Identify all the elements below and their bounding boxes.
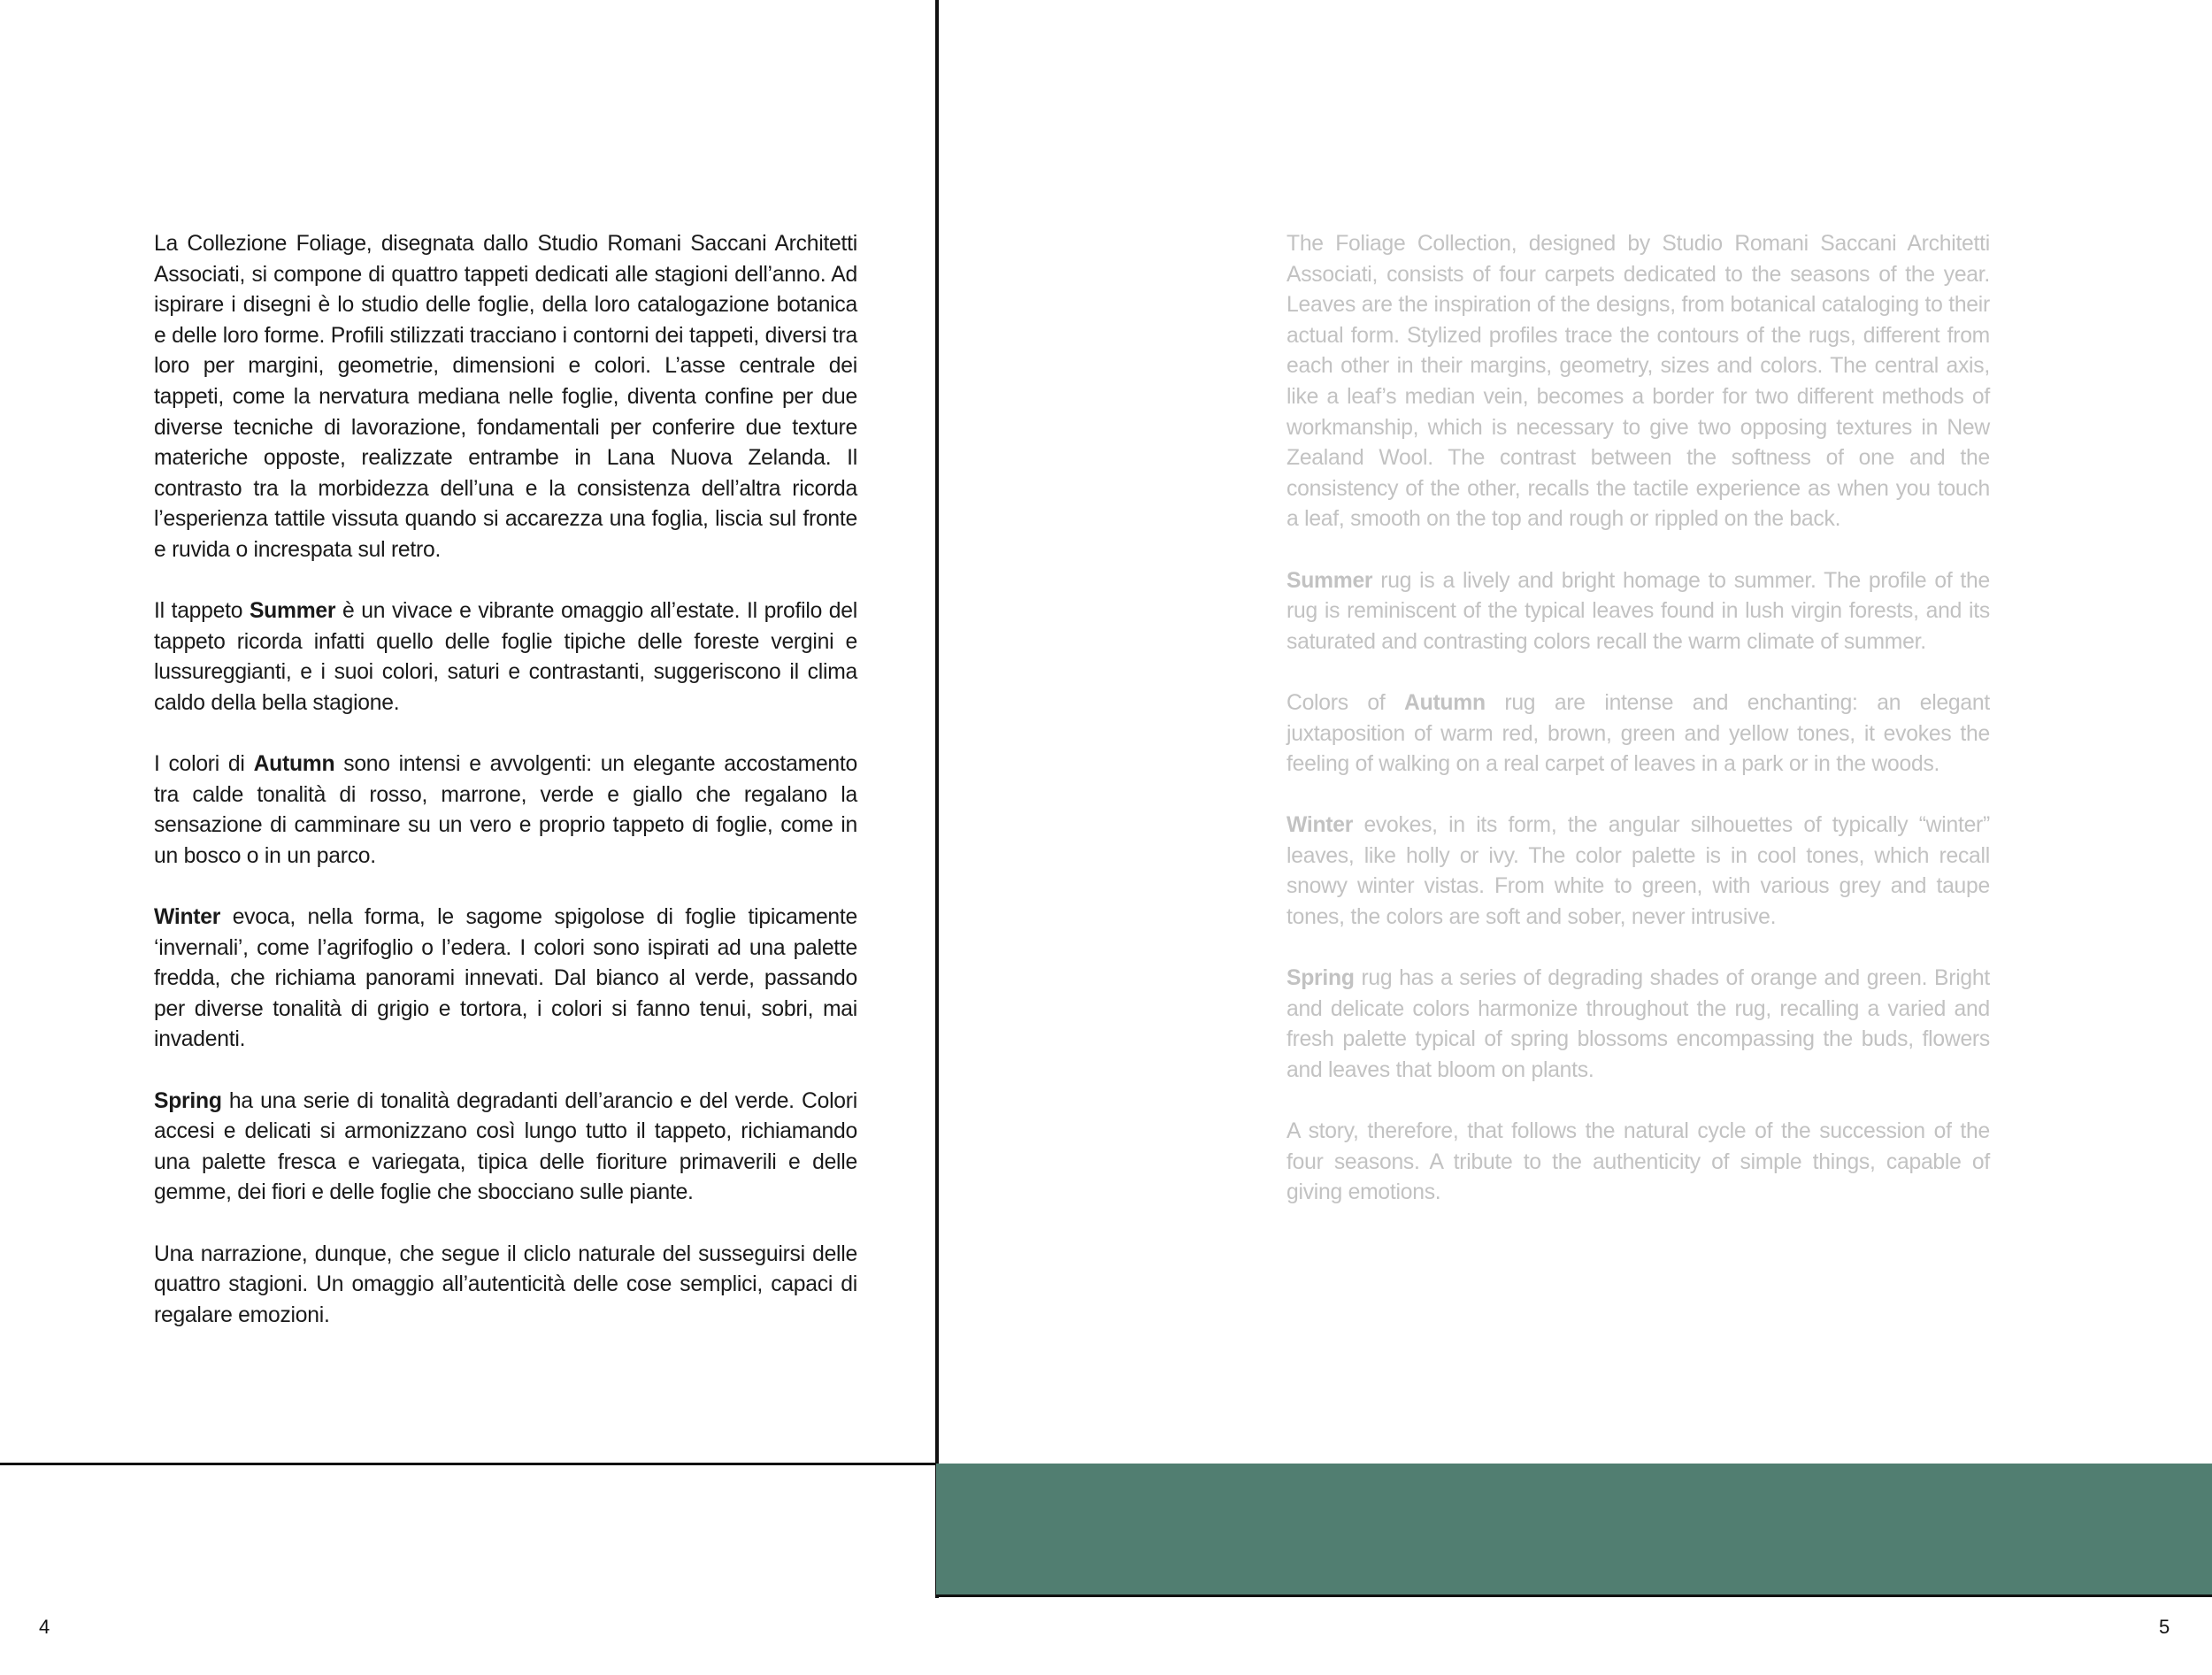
spring-text-en: rug has a series of degrading shades of orange and green. Bright and delicate colors harmonize throughout the rug, recalling a varied and fresh palette typical of spring blossoms encompassing the buds, flowers and leaves that bloom on plants.	[1286, 966, 1990, 1083]
intro-paragraph-en: The Foliage Collection, designed by Studio Romani Saccani Architetti Associati, consists of four carpets dedicated to the seasons of the year. Leaves are the inspiration of the designs, from botanical cataloging to their actual form. Stylized profiles trace the contours of the rugs, different from each other in their margins, geometry, sizes and colors. The central axis, like a leaf’s median vein, becomes a border for two different methods of workmanship, which is necessary to give two opposing textures in New Zealand Wool. The contrast between the softness of one and the consistency of the other, recalls the tactile experience as when you touch a leaf, smooth on the top and rough or rippled on the back.	[1286, 232, 1990, 532]
autumn-paragraph-it	[154, 749, 857, 872]
winter-name-en: Winter	[1286, 813, 1354, 838]
english-text-column	[1286, 229, 1990, 1240]
winter-text-en: evokes, in its form, the angular silhouettes of typically “winter” leaves, like holly or ivy. The color palette is in cool tones, which recall snowy winter vistas. From white to green, with various grey and taupe tones, the colors are soft and sober, never intrusive.	[1286, 813, 1990, 930]
intro-paragraph-it: La Collezione Foliage, disegnata dallo Studio Romani Saccani Architetti Associati, si compone di quattro tappeti dedicati alle stagioni dell’anno. Ad ispirare i disegni è lo studio delle foglie, della loro catalogazione botanica e delle loro forme. Profili stilizzati tracciano i contorni dei tappeti, diversi tra loro per margini, geometrie, dimensioni e colori. L’asse centrale dei tappeti, come la nervatura mediana nelle foglie, diventa confine per due diverse tecniche di lavorazione, fondamentali per conferire due texture materiche opposte, realizzate entrambe in Lana Nuova Zelanda. Il contrasto tra la morbidezza dell’una e la consistenza dell’altra ricorda l’esperienza tattile vissuta quando si accarezza una foglia, liscia sul fronte e ruvida o increspata sul retro.	[154, 232, 857, 562]
spring-name-en: Spring	[1286, 966, 1355, 991]
spring-paragraph-it	[154, 1087, 857, 1209]
winter-name-it: Winter	[154, 905, 221, 930]
autumn-pre-en: Colors of	[1286, 690, 1405, 715]
summer-name-it: Summer	[249, 599, 336, 624]
page-number-right: 5	[2159, 1616, 2170, 1638]
summer-paragraph-it	[154, 596, 857, 718]
spring-paragraph-en	[1286, 964, 1990, 1086]
summer-pre-it: Il tappeto	[154, 599, 250, 624]
page-divider-horizontal	[0, 1463, 938, 1465]
closing-paragraph-en: A story, therefore, that follows the natural cycle of the succession of the four seasons. A tribute to the authenticity of simple things, capable of giving emotions.	[1286, 1119, 1990, 1205]
autumn-name-it: Autumn	[253, 752, 335, 777]
summer-text-en: rug is a lively and bright homage to summer. The profile of the rug is reminiscent of the typical leaves found in lush virgin forests, and its saturated and contrasting colors recall the warm climate of summer.	[1286, 568, 1990, 654]
autumn-text-en: rug are intense and enchanting: an elegant juxtaposition of warm red, brown, green and yellow tones, it evokes the feeling of walking on a real carpet of leaves in a park or in the woods.	[1286, 690, 1990, 777]
spring-text-it: ha una serie di tonalità degradanti dell’arancio e del verde. Colori accesi e delicati si armonizzano così lungo tutto il tappeto, richiamando una palette fresca e variegata, tipica delle fioriture primaverili e delle gemme, dei fiori e delle foglie che sbocciano sulle piante.	[154, 1088, 857, 1205]
winter-text-it: evoca, nella forma, le sagome spigolose di foglie tipicamente ‘invernali’, come l’agrifoglio o l’edera. I colori sono ispirati ad una palette fredda, che richiama panorami innevati. Dal bianco al verde, passando per diverse tonalità di grigio e tortora, i colori si fanno tenui, sobri, mai invadenti.	[154, 905, 857, 1052]
summer-paragraph-en	[1286, 566, 1990, 658]
summer-text-it: è un vivace e vibrante omaggio all’estate. Il profilo del tappeto ricorda infatti quello delle foglie tipiche delle foreste vergini e lussureggianti, e i suoi colori, saturi e contrastanti, suggeriscono il clima caldo della bella stagione.	[154, 599, 857, 715]
autumn-pre-it: I colori di	[154, 752, 254, 777]
summer-name-en: Summer	[1286, 568, 1373, 593]
italian-text-column	[154, 229, 857, 1362]
winter-paragraph-en	[1286, 811, 1990, 933]
green-color-panel	[936, 1464, 2212, 1597]
winter-paragraph-it	[154, 903, 857, 1056]
page-divider-vertical	[935, 0, 939, 1598]
page-number-left: 4	[39, 1616, 50, 1638]
autumn-name-en: Autumn	[1404, 690, 1486, 715]
spring-name-it: Spring	[154, 1088, 222, 1113]
autumn-paragraph-en	[1286, 688, 1990, 780]
closing-paragraph-it: Una narrazione, dunque, che segue il cliclo naturale del susseguirsi delle quattro stagioni. Un omaggio all’autenticità delle cose semplici, capaci di regalare emozioni.	[154, 1241, 857, 1327]
autumn-text-it: sono intensi e avvolgenti: un elegante accostamento tra calde tonalità di rosso, marrone, verde e giallo che regalano la sensazione di camminare su un vero e proprio tappeto di foglie, come in un bosco o in un parco.	[154, 752, 857, 868]
